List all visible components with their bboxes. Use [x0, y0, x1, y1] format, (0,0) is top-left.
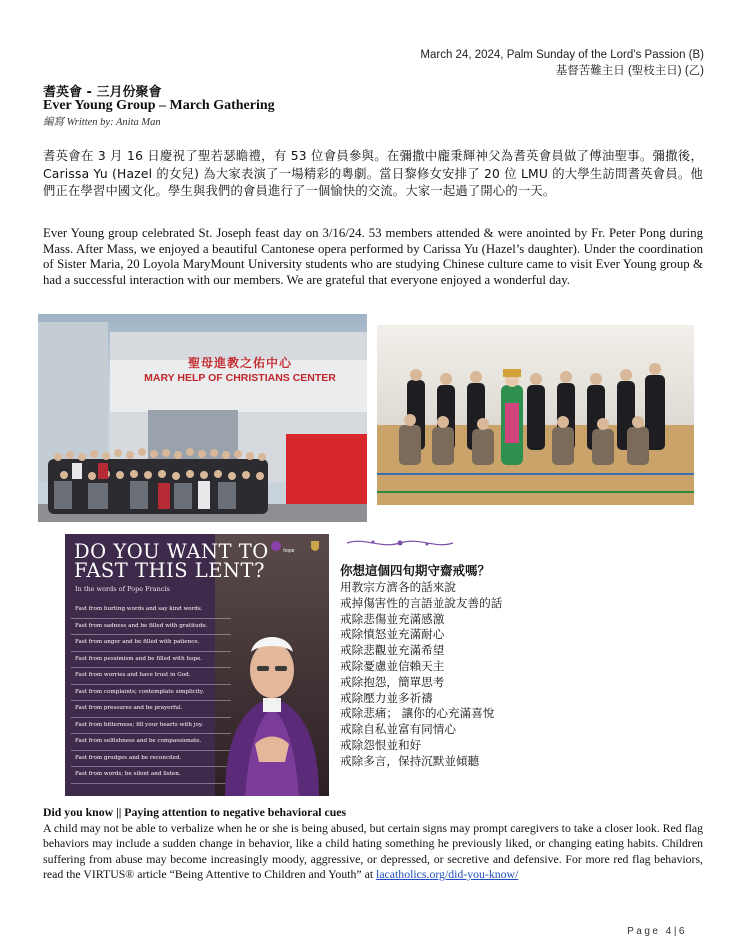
fasting-line: 戒除悲傷並充滿感激	[340, 611, 445, 626]
bulletin-date: March 24, 2024, Palm Sunday of the Lord’s Passion (B)	[420, 49, 704, 61]
poster-heading-line1: DO YOU WANT TO	[74, 540, 269, 563]
poster-subtitle: In the words of Pope Francis	[75, 585, 170, 593]
fasting-line: 戒除多言，保持沉默並傾聽	[340, 753, 480, 768]
page-number: Page 4|6	[627, 926, 687, 937]
building-sign-chinese: 聖母進教之佑中心	[187, 356, 292, 370]
fasting-line: 戒除悲痛； 讓你的心充滿喜悅	[340, 706, 495, 721]
pope-francis-portrait	[215, 594, 329, 796]
fasting-line: 戒除抱怨，簡單思考	[340, 674, 445, 689]
did-you-know-title: Did you know || Paying attention to negative behavioral cues	[43, 805, 347, 819]
fasting-title-chinese: 你想這個四旬期守齋戒嗎？	[340, 563, 491, 578]
fasting-list-chinese	[340, 580, 502, 770]
article-body-english: Ever Young group celebrated St. Joseph feast day on 3/16/24. 53 members attended & were anointed by Fr. Peter Pong during Mass. After Mass, we enjoyed a beautiful Cantonese opera performed by Carissa Yu (Hazel’s daughter). Under the coordination of Sister Maria, 20 Loyola MaryMount University students who are studying Chinese culture came to visit Ever Young group & had a successful interaction with our members. We are grateful that everyone enjoyed a wonderful day.	[43, 226, 703, 287]
poster-item: Fast from sadness and be filled with gratitude.	[71, 619, 231, 636]
fasting-line: 戒除怨恨並和好	[340, 737, 422, 752]
did-you-know-text: A child may not be able to verbalize when he or she is being abused, but certain signs may prompt caregivers to take a closer look. Red flag behaviors may include a sudden change in behavior, like a child hating something he previously liked, or changing eating habits. Children suffering from abuse may become increasingly moody, aggressive, or depressed, or secretive and defensive. For more red flag behaviors, read the VIRTUS® article “Being Attentive to Children and Youth” at	[43, 821, 703, 882]
poster-item: Fast from bitterness; fill your hearts with joy.	[71, 718, 231, 735]
poster-item: Fast from selfishness and be compassionate.	[71, 734, 231, 751]
fasting-line: 戒除憤怒並充滿耐心	[340, 627, 445, 642]
fasting-line: 戒除自私並富有同情心	[340, 722, 456, 737]
students-photo-gym	[377, 325, 694, 505]
group-of-students	[377, 325, 694, 505]
poster-heading-line2: FAST THIS LENT?	[74, 559, 265, 582]
fasting-line: 戒除憂慮並信賴天主	[340, 658, 445, 673]
poster-item: Fast from hurting words and say kind words.	[71, 602, 231, 619]
article-title-english: Ever Young Group – March Gathering	[43, 98, 275, 113]
poster-item: Fast from grudges and be reconciled.	[71, 751, 231, 768]
poster-item: Fast from words; be silent and listen.	[71, 767, 231, 784]
group-photo-center	[38, 314, 367, 522]
poster-logo-text: hope	[283, 548, 295, 554]
lent-fasting-poster	[65, 534, 329, 796]
article-author: 編寫 Written by: Anita Man	[43, 117, 161, 128]
poster-item: Fast from complaints; contemplate simplicity.	[71, 685, 231, 702]
diocese-crest-icon	[310, 540, 320, 552]
decorative-divider	[345, 536, 455, 550]
did-you-know-link[interactable]: lacatholics.org/did-you-know/	[376, 867, 519, 882]
fasting-line: 戒除悲觀並充滿希望	[340, 643, 445, 658]
article-title-chinese: 耆英會 - 三月份聚會	[43, 85, 162, 100]
poster-item: Fast from pressures and be prayerful.	[71, 701, 231, 718]
crowd-of-members	[38, 419, 338, 522]
poster-item: Fast from anger and be filled with patience.	[71, 635, 231, 652]
building-sign-english: MARY HELP OF CHRISTIANS CENTER	[144, 372, 336, 384]
poster-fasting-list	[71, 602, 231, 784]
did-you-know-body	[43, 821, 703, 883]
poster-item: Fast from pessimism and be filled with hope.	[71, 652, 231, 669]
poster-logo	[270, 540, 320, 554]
fasting-line: 戒掉傷害性的言語並說友善的話	[340, 595, 503, 610]
fasting-line: 戒除壓力並多祈禱	[340, 690, 433, 705]
poster-item: Fast from worries and have trust in God.	[71, 668, 231, 685]
hope-logo-icon	[270, 540, 282, 552]
article-body-chinese: 耆英會在 3 月 16 日慶祝了聖若瑟瞻禮，有 53 位會員參與。在彌撒中龐秉輝神父為耆英會員做了傅油聖事。彌撒後，Carissa Yu (Hazel 的女兒) 為大家表演了一場精彩的粵劇。當日黎修女安排了 20 位 LMU 的大學生訪問耆英會員。他們正在學習中國文化。學生與我們的會員進行了一個愉快的交流。大家一起過了開心的一天。	[43, 149, 703, 198]
fasting-line: 用教宗方濟各的話來說	[340, 580, 456, 594]
bulletin-date-chinese: 基督苦難主日 (聖枝主日) (乙)	[555, 65, 704, 77]
